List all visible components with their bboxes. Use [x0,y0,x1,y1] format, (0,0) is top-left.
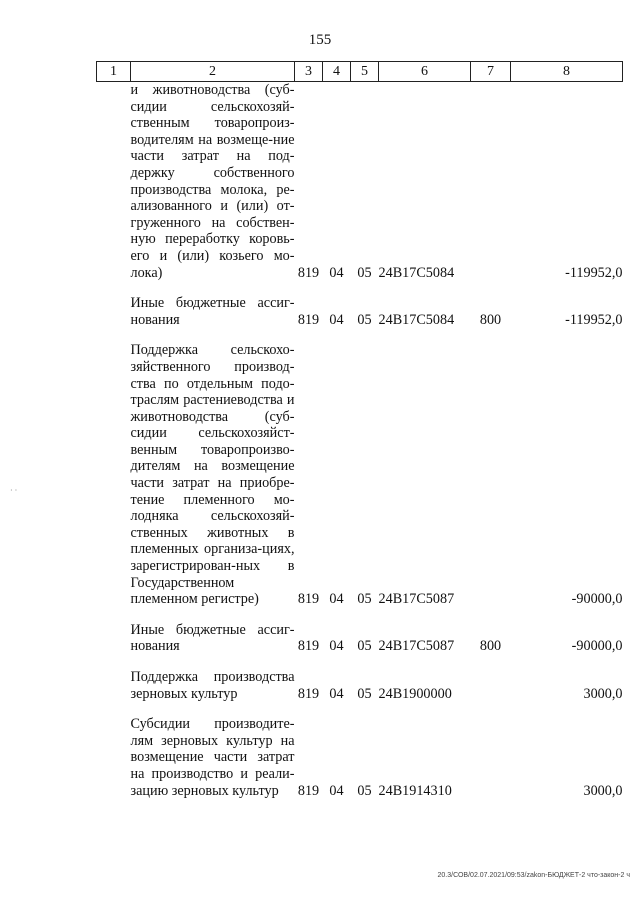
section-code: 04 [329,591,344,608]
footer-stamp: 20.3/СОВ/02.07.2021/09:53/zakon-БЮДЖЕТ-2 что-закон-2 ч [437,872,630,879]
table-row [97,295,623,328]
item-name: Иные бюджетные ассиг-нования [130,295,295,328]
ministry-code: 819 [297,638,320,655]
column-header: 7 [471,62,511,82]
amount: -90000,0 [571,591,623,608]
section-code: 04 [329,264,344,281]
column-header: 8 [511,62,623,82]
target-code: 24В17С5084 [378,264,455,281]
target-code: 24В17С5084 [378,311,455,328]
target-code: 24В17С5087 [378,638,455,655]
amount: -90000,0 [571,638,623,655]
item-name: Поддержка сельскохо-зяйственного производ-ства по отдельным подо-траслям растениеводства и животноводства (суб-сидии сельскохозяйст-венным товаропроизво-дителям на возмещение части затрат на приобре-тение племенного мо-лодняка сельскохозяй-ственных животных в племенных организа-циях, зарегистрирован-ных в Государственном племенном регистре) [130,342,295,608]
subsection-code: 05 [357,685,372,702]
expense-type [471,342,511,608]
expense-type [471,669,511,702]
page-number: 155 [308,32,332,48]
column-header: 4 [323,62,351,82]
target-code: 24В17С5087 [378,591,455,608]
ministry-code: 819 [297,311,320,328]
section-code: 04 [329,685,344,702]
subsection-code: 05 [357,591,372,608]
table-row [97,622,623,655]
target-code: 24В1900000 [378,685,452,702]
item-name: Субсидии производите-лям зерновых культур на возмещение части затрат на производство и реали-зацию зерновых культур [130,716,295,799]
table-row [97,716,623,799]
column-header: 1 [97,62,131,82]
table-row [97,82,623,282]
column-header: 3 [295,62,323,82]
column-header: 5 [351,62,379,82]
subsection-code: 05 [357,782,372,799]
item-name: Иные бюджетные ассиг-нования [130,621,295,655]
ministry-code: 819 [297,782,320,799]
item-name: и животноводства (суб-сидии сельскохозяй-ственным товаропроиз-водителям на возмеще-ние части затрат на под-держку собственного производства молока, ре-ализованного и (или) от-груженного на собствен-ную переработку коровь-его и (или) козьего мо-лока) [130,82,295,281]
table-row [97,669,623,702]
budget-table [96,61,623,799]
subsection-code: 05 [357,311,372,328]
table-row [97,342,623,608]
amount: -119952,0 [565,311,623,328]
ministry-code: 819 [297,264,320,281]
ministry-code: 819 [297,591,320,608]
margin-mark: · · [10,486,18,495]
expense-type: 800 [479,638,502,655]
expense-type [471,716,511,799]
section-code: 04 [329,638,344,655]
column-header: 6 [379,62,471,82]
amount: 3000,0 [583,685,623,702]
column-numbers-row [97,62,623,82]
amount: 3000,0 [583,782,623,799]
amount: -119952,0 [565,264,623,281]
subsection-code: 05 [357,638,372,655]
section-code: 04 [329,782,344,799]
subsection-code: 05 [357,264,372,281]
ministry-code: 819 [297,685,320,702]
column-header: 2 [131,62,295,82]
expense-type: 800 [479,311,502,328]
item-name: Поддержка производства зерновых культур [130,669,295,702]
target-code: 24В1914310 [378,782,452,799]
section-code: 04 [329,311,344,328]
expense-type [471,82,511,282]
